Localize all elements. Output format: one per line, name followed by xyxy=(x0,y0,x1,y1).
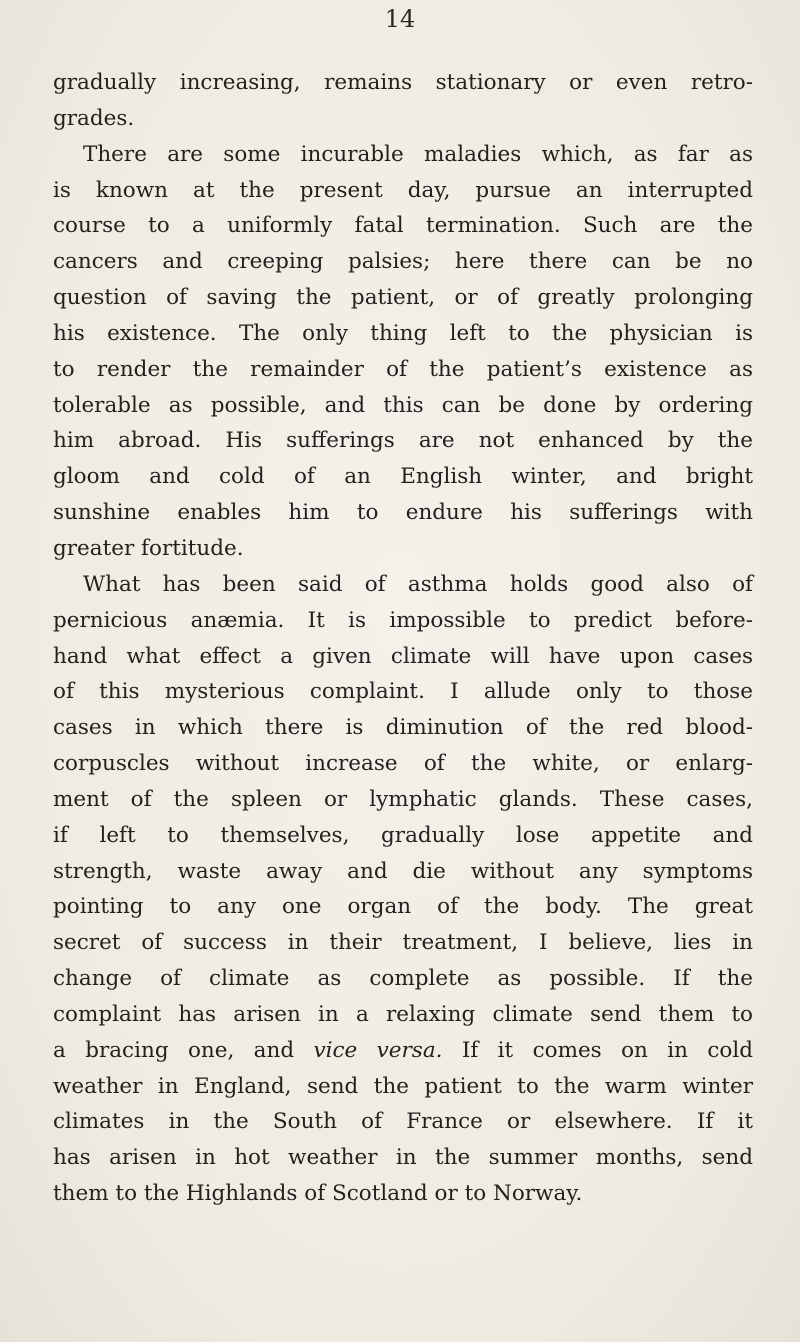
text-line: change of climate as complete as possible. If the xyxy=(53,966,753,992)
page-number: 14 xyxy=(384,5,416,33)
text-line: There are some incurable maladies which, as far as xyxy=(83,141,753,167)
text-line: What has been said of asthma holds good also of xyxy=(83,571,753,597)
text-line: weather in England, send the patient to the warm winter xyxy=(53,1073,753,1099)
text-line: pernicious anæmia. It is impossible to predict before- xyxy=(53,607,753,633)
text-line: greater fortitude. xyxy=(53,535,244,561)
text-line: them to the Highlands of Scotland or to Norway. xyxy=(53,1181,583,1207)
text-line: ment of the spleen or lymphatic glands. These cases, xyxy=(53,786,753,812)
text-line: secret of success in their treatment, I believe, lies in xyxy=(53,930,753,956)
text-line-vice-versa xyxy=(53,1033,753,1069)
text-line: complaint has arisen in a relaxing climate send them to xyxy=(53,1001,753,1027)
text-line: hand what effect a given climate will have upon cases xyxy=(53,643,753,669)
text-line: to render the remainder of the patient’s existence as xyxy=(53,356,753,382)
text-line: corpuscles without increase of the white, or enlarg- xyxy=(53,751,753,777)
body-text xyxy=(53,65,753,1212)
text-line: climates in the South of France or elsewhere. If it xyxy=(53,1109,753,1135)
text-line: him abroad. His sufferings are not enhanced by the xyxy=(53,428,753,454)
text-segment: a bracing one, and xyxy=(53,1037,314,1063)
italic-phrase: vice versa. xyxy=(313,1037,443,1063)
text-line: grades. xyxy=(53,105,135,131)
text-line: course to a uniformly fatal termination. Such are the xyxy=(53,213,753,239)
text-line: strength, waste away and die without any symptoms xyxy=(53,858,753,884)
text-segment: If it comes on in cold xyxy=(442,1037,753,1063)
text-line: his existence. The only thing left to the physician is xyxy=(53,320,753,346)
text-line: gloom and cold of an English winter, and bright xyxy=(53,464,753,490)
text-line: of this mysterious complaint. I allude only to those xyxy=(53,679,753,705)
text-line: sunshine enables him to endure his sufferings with xyxy=(53,500,753,526)
text-line: if left to themselves, gradually lose appetite and xyxy=(53,822,753,848)
text-line: has arisen in hot weather in the summer months, send xyxy=(53,1145,753,1171)
text-line: gradually increasing, remains stationary or even retro- xyxy=(53,70,753,95)
text-line: pointing to any one organ of the body. The great xyxy=(53,894,753,920)
text-line: question of saving the patient, or of greatly prolonging xyxy=(53,285,753,311)
text-line: is known at the present day, pursue an interrupted xyxy=(53,177,753,203)
text-line: cancers and creeping palsies; here there can be no xyxy=(53,249,753,275)
text-line: tolerable as possible, and this can be done by ordering xyxy=(53,392,753,418)
text-line: cases in which there is diminution of the red blood- xyxy=(53,715,753,741)
